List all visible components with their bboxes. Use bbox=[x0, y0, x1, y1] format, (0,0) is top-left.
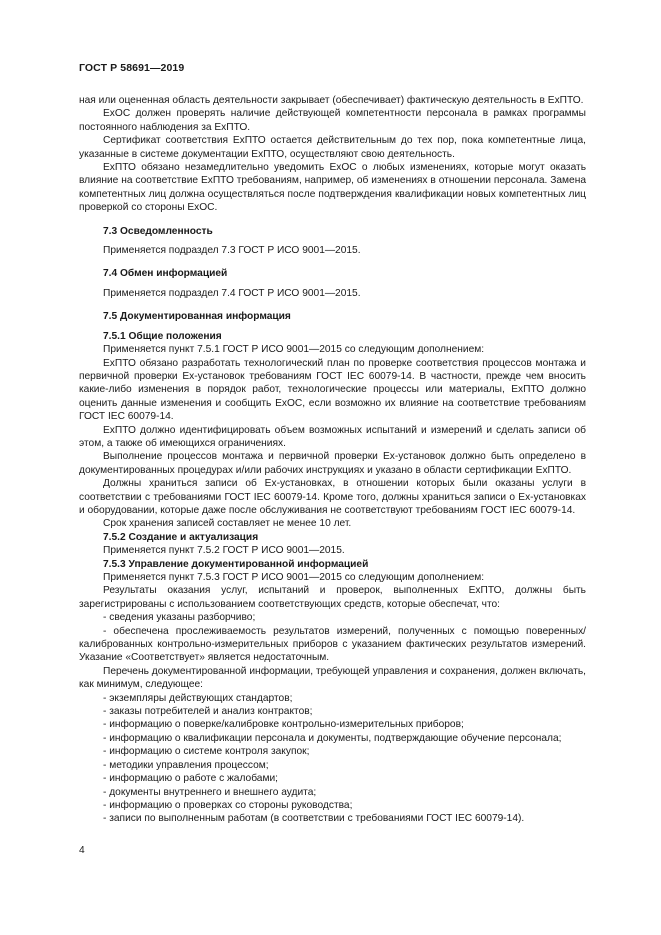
paragraph: Применяется пункт 7.5.2 ГОСТ Р ИСО 9001—2015. bbox=[103, 545, 345, 557]
paragraph: Применяется пункт 7.5.1 ГОСТ Р ИСО 9001—2015 со следующим дополнением: bbox=[103, 344, 485, 356]
list-item: - методики управления процессом; bbox=[103, 759, 269, 771]
paragraph: ExОС должен проверять наличие действующей компетентности персонала в рамках программы постоянного наблюдения за ExПТО. bbox=[79, 108, 586, 133]
paragraph: Применяется подраздел 7.3 ГОСТ Р ИСО 9001—2015. bbox=[103, 245, 361, 257]
list-item: - информацию о работе с жалобами; bbox=[103, 773, 278, 785]
paragraph: Применяется пункт 7.5.3 ГОСТ Р ИСО 9001—2015 со следующим дополнением: bbox=[103, 572, 485, 583]
paragraph: ExПТО должно идентифицировать объем возможных испытаний и измерений и сделать записи об этом, а также об имеющихся ограничениях. bbox=[79, 424, 586, 449]
list-item: - заказы потребителей и анализ контрактов; bbox=[103, 706, 313, 718]
list-item: - документы внутреннего и внешнего аудита; bbox=[103, 786, 317, 798]
list-item: - обеспечена прослеживаемость результатов измерений, полученных с помощью поверенных/калиброванных контрольно-измерительных приборов с указанием фактических результатов измерений. Указание «Соответствует» является недостаточным. bbox=[79, 625, 586, 664]
paragraph: ная или оцененная область деятельности закрывает (обеспечивает) фактическую деятельность в ExПТО. bbox=[79, 95, 584, 106]
subsection-heading-7-5-1: 7.5.1 Общие положения bbox=[103, 330, 222, 342]
paragraph: Срок хранения записей составляет не менее 10 лет. bbox=[103, 518, 352, 530]
paragraph: ExПТО обязано разработать технологический план по проверке соответствия процессов монтажа и первичной проверки Ex-установок требованиям ГОСТ IEC 60079-14. В частности, прежде чем вносить какие-либо изменения в порядок работ, технологические процессы или материалы, ExПТО должно оценить данные изменения и сообщить ExОС, если возможно их влияние на соответствие требованиям ГОСТ IEC 60079-14. bbox=[79, 357, 586, 423]
paragraph: Выполнение процессов монтажа и первичной проверки Ex-установок должно быть определено в документированных процедурах и/или рабочих инструкциях и указано в области сертификации ExПТО. bbox=[79, 451, 586, 476]
paragraph: Результаты оказания услуг, испытаний и проверок, выполненных ExПТО, должны быть зарегистрированы с использованием соответствующих средств, которые обеспечат, что: bbox=[79, 585, 586, 610]
list-item: - информацию о квалификации персонала и документы, подтверждающие обучение персонала; bbox=[103, 732, 562, 744]
paragraph: Перечень документированной информации, требующей управления и сохранения, должен включать, как минимум, следующее: bbox=[79, 665, 586, 691]
section-heading-7-3: 7.3 Осведомленность bbox=[103, 225, 213, 237]
list-item: - информацию о системе контроля закупок; bbox=[103, 746, 310, 758]
list-item: - информацию о поверке/калибровке контрольно-измерительных приборов; bbox=[103, 719, 464, 731]
list-item: - сведения указаны разборчиво; bbox=[103, 612, 256, 624]
list-item: - записи по выполненным работам (в соответствии с требованиями ГОСТ IEC 60079-14). bbox=[103, 813, 525, 825]
subsection-heading-7-5-2: 7.5.2 Создание и актуализация bbox=[103, 531, 259, 543]
section-heading-7-4: 7.4 Обмен информацией bbox=[103, 268, 228, 280]
paragraph: Применяется подраздел 7.4 ГОСТ Р ИСО 9001—2015. bbox=[103, 287, 361, 299]
list-item: - экземпляры действующих стандартов; bbox=[103, 692, 293, 704]
section-heading-7-5: 7.5 Документированная информация bbox=[103, 311, 291, 323]
page-content bbox=[79, 94, 586, 826]
list-item: - информацию о проверках со стороны руководства; bbox=[103, 799, 353, 811]
page-number: 4 bbox=[79, 845, 85, 856]
paragraph: ExПТО обязано незамедлительно уведомить ExОС о любых изменениях, которые могут оказать влияние на соответствие ExПТО требованиям, например, об изменениях в отношении персонала. Замена компетентных лиц должна осуществляться после подтверждения квалификации новых компетентных лиц проверкой со стороны ExОС. bbox=[79, 162, 586, 214]
document-header: ГОСТ Р 58691—2019 bbox=[79, 62, 185, 74]
subsection-heading-7-5-3: 7.5.3 Управление документированной информацией bbox=[103, 558, 369, 570]
paragraph: Должны храниться записи об Ex-установках, в отношении которых были оказаны услуги в соответствии с требованиями ГОСТ IEC 60079-14. Кроме того, должны храниться записи о Ex-установках и оборудовании, которые даже после обслуживания не соответствуют требованиям ГОСТ IEC 60079-14. bbox=[79, 478, 586, 516]
paragraph: Сертификат соответствия ExПТО остается действительным до тех пор, пока компетентные лица, указанные в системе документации ExПТО, осуществляют свою деятельность. bbox=[79, 135, 586, 160]
